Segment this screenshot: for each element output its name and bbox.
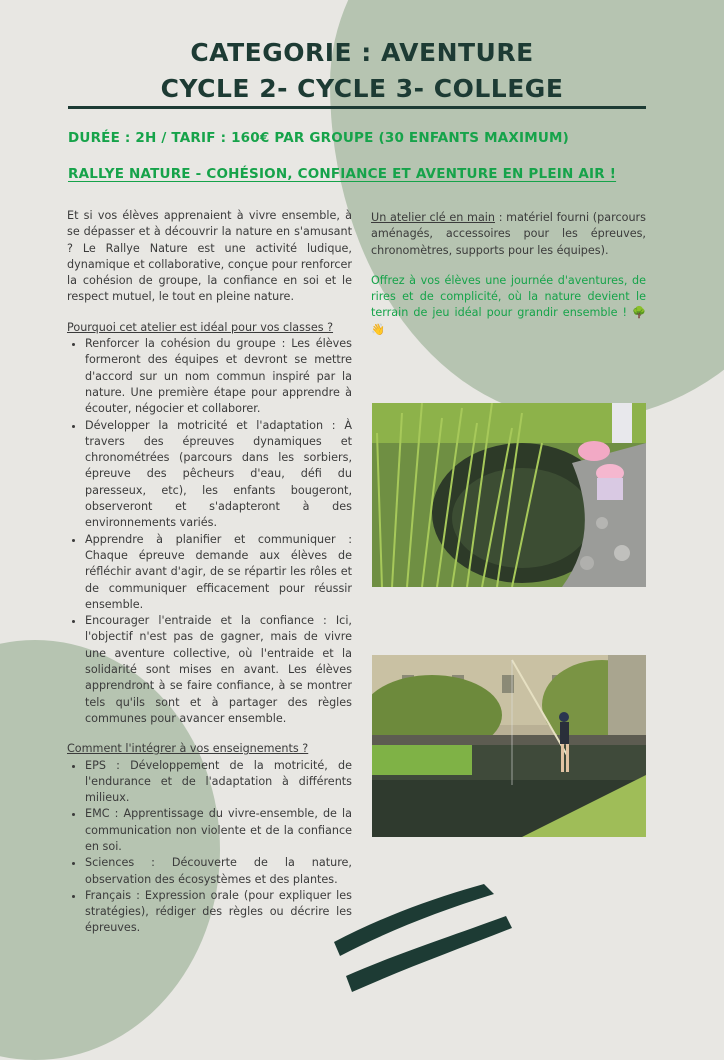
turnkey-text: : matériel fourni (parcours aménagés, accessoires pour les épreuves, chronomètres, supports pour les équipes). (371, 211, 646, 257)
right-column (371, 210, 646, 338)
intro-paragraph: Et si vos élèves apprenaient à vivre ensemble, à se dépasser et à découvrir la nature en s'amusant ? Le Rallye Nature est une activité ludique, dynamique et collaborative, conçue pour renforcer la cohésion de groupe, la confiance en soi et le respect mutuel, le tout en pleine nature. (67, 209, 352, 304)
page-subtitle: CYCLE 2- CYCLE 3- COLLEGE (160, 74, 564, 103)
activity-headline: RALLYE NATURE - COHÉSION, CONFIANCE ET AVENTURE EN PLEIN AIR ! (68, 166, 617, 182)
why-title: Pourquoi cet atelier est idéal pour vos classes ? (67, 320, 334, 334)
turnkey-label: Un atelier clé en main (371, 211, 495, 224)
list-item: • EPS : Développement de la motricité, de l'endurance et de l'adaptation à différents milieux. (85, 758, 352, 807)
duration-price: DURÉE : 2H / TARIF : 160€ PAR GROUPE (30 ENFANTS MAXIMUM) (68, 130, 570, 146)
pond-photo (372, 403, 646, 587)
offer-paragraph: Offrez à vos élèves une journée d'aventures, de rires et de complicité, où la nature devient le terrain de jeu idéal pour grandir ensemble ! 🌳👋 (371, 273, 646, 336)
page-title: CATEGORIE : AVENTURE (190, 38, 534, 67)
integrate-list (67, 758, 352, 937)
list-item: • Sciences : Découverte de la nature, observation des écosystèmes et des plantes. (85, 855, 352, 888)
list-item: • Apprendre à planifier et communiquer : Chaque épreuve demande aux élèves de réfléchir avant d'agir, de se répartir les rôles et de communiquer efficacement pour réussir ensemble. (85, 532, 352, 613)
list-item: • Encourager l'entraide et la confiance : Ici, l'objectif n'est pas de gagner, mais de vivre une aventure collective, où l'entraide et la solidarité sont mises en avant. Les élèves apprendront à se faire confiance, à se montrer tels qu'ils sont et à partager des règles communes pour avancer ensemble. (85, 613, 352, 727)
title-divider (68, 106, 646, 109)
list-item: • Développer la motricité et l'adaptation : À travers des épreuves dynamiques et chronométrées (parcours dans les sorbiers, épreuve des pêcheurs d'eau, défi du paresseux, etc), les enfants bougeront, observeront et s'adapteront à des environnements variés. (85, 418, 352, 532)
list-item: • Français : Expression orale (pour expliquer les stratégies), rédiger des règles ou décrire les épreuves. (85, 888, 352, 937)
brush-stroke-decoration (326, 880, 516, 1000)
list-item: • Renforcer la cohésion du groupe : Les élèves formeront des équipes et devront se mettre d'accord sur un nom commun inspiré par la nature. Une première étape pour apprendre à écouter, négocier et collaborer. (85, 336, 352, 417)
left-column (67, 208, 352, 937)
integrate-title: Comment l'intégrer à vos enseignements ? (67, 742, 309, 756)
list-item: • EMC : Apprentissage du vivre-ensemble, de la communication non violente et de la confiance en soi. (85, 806, 352, 855)
why-list (67, 336, 352, 727)
turnkey-paragraph (371, 210, 646, 259)
fishing-photo (372, 655, 646, 837)
